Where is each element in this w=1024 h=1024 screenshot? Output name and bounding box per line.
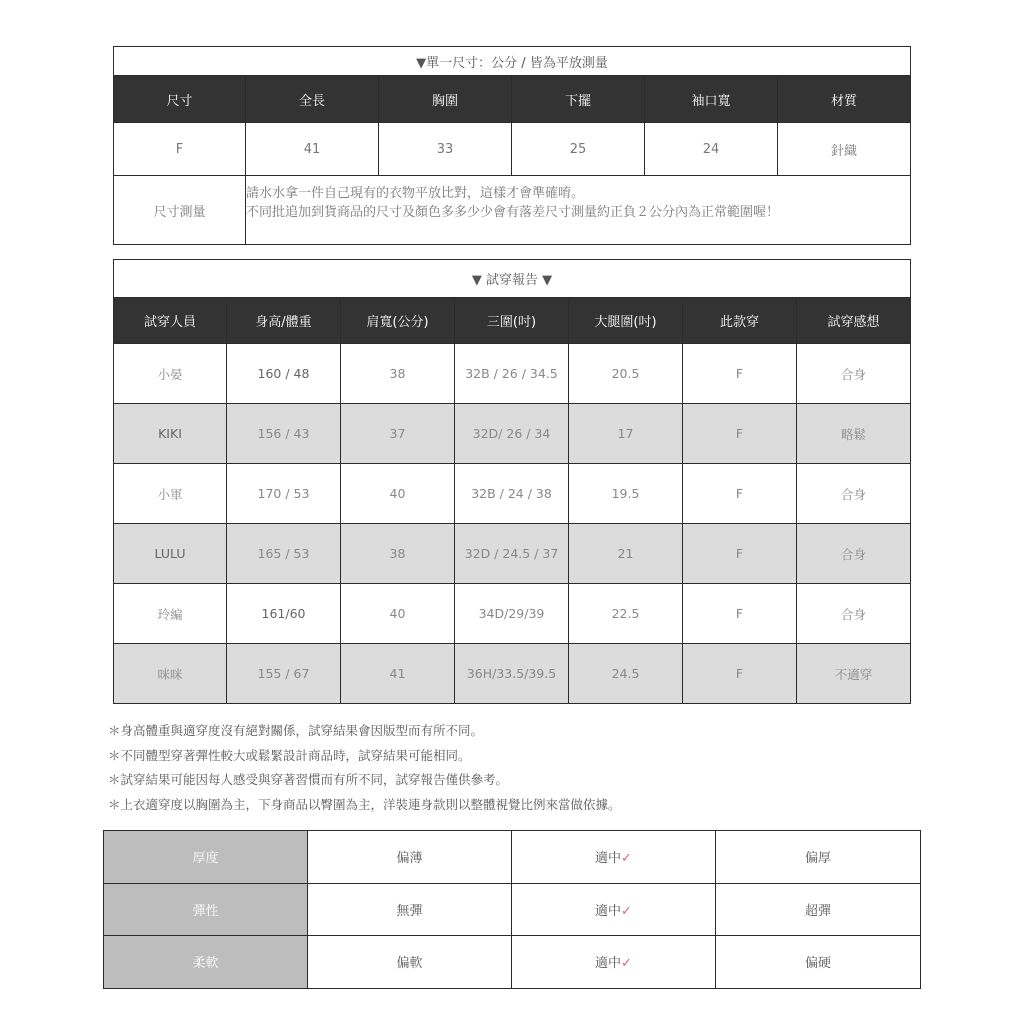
- fabric-feel-table: [103, 830, 921, 989]
- cuff-value: 24: [645, 123, 778, 176]
- measurements: 34D/29/39: [455, 584, 569, 644]
- length-header: 全長: [246, 76, 379, 123]
- measurements: 36H/33.5/39.5: [455, 644, 569, 704]
- thickness-label: 厚度: [104, 831, 308, 884]
- notes-list: [108, 721, 918, 819]
- hem-header: 下擺: [512, 76, 645, 123]
- size-table-caption: ▼單一尺寸：公分 / 皆為平放測量: [114, 47, 911, 76]
- chest-header: 胸圍: [379, 76, 512, 123]
- thigh: 24.5: [569, 644, 683, 704]
- feel-option-selected: 適中✓: [512, 831, 716, 884]
- shoulder-width: 38: [341, 524, 455, 584]
- measurements: 32B / 24 / 38: [455, 464, 569, 524]
- feel-option: 無彈: [308, 883, 512, 936]
- softness-label: 柔軟: [104, 936, 308, 989]
- thigh: 19.5: [569, 464, 683, 524]
- tester-name: 咪咪: [114, 644, 227, 704]
- worn-size: F: [683, 464, 797, 524]
- cuff-header: 袖口寬: [645, 76, 778, 123]
- feedback: 略鬆: [797, 404, 911, 464]
- worn-size-header: 此款穿: [683, 298, 797, 344]
- worn-size: F: [683, 344, 797, 404]
- measurements: 32D / 24.5 / 37: [455, 524, 569, 584]
- table-row: [114, 584, 911, 644]
- measure-note-line: 請水水拿一件自己現有的衣物平放比對，這樣才會準確唷。: [246, 186, 585, 201]
- table-row: [114, 524, 911, 584]
- height-weight: 165 / 53: [227, 524, 341, 584]
- table-row: [104, 883, 921, 936]
- feedback: 合身: [797, 464, 911, 524]
- tester-name: 小軍: [114, 464, 227, 524]
- height-weight: 156 / 43: [227, 404, 341, 464]
- note-item: ＊上衣適穿度以胸圍為主，下身商品以臀圍為主，洋裝連身款則以整體視覺比例來當做依據。: [108, 796, 621, 812]
- tester-name: LULU: [114, 524, 227, 584]
- shoulder-width: 40: [341, 584, 455, 644]
- thigh: 20.5: [569, 344, 683, 404]
- feedback-header: 試穿感想: [797, 298, 911, 344]
- table-row: [114, 644, 911, 704]
- worn-size: F: [683, 404, 797, 464]
- height-weight-header: 身高/體重: [227, 298, 341, 344]
- feedback: 合身: [797, 524, 911, 584]
- shoulder-width: 41: [341, 644, 455, 704]
- check-icon: ✓: [621, 903, 632, 919]
- try-on-caption: ▼ 試穿報告 ▼: [114, 260, 911, 298]
- thigh: 22.5: [569, 584, 683, 644]
- elasticity-label: 彈性: [104, 883, 308, 936]
- thigh: 17: [569, 404, 683, 464]
- thigh: 21: [569, 524, 683, 584]
- chest-value: 33: [379, 123, 512, 176]
- note-item: ＊試穿結果可能因每人感受與穿著習慣而有所不同，試穿報告僅供參考。: [108, 772, 509, 787]
- size-value: F: [114, 123, 246, 176]
- feedback: 合身: [797, 344, 911, 404]
- feel-option-selected: 適中✓: [512, 883, 716, 936]
- feedback: 合身: [797, 584, 911, 644]
- shoulder-width: 37: [341, 404, 455, 464]
- feel-option: 偏軟: [308, 936, 512, 989]
- shoulder-width: 40: [341, 464, 455, 524]
- feel-option: 超彈: [716, 883, 921, 936]
- feel-option: 偏硬: [716, 936, 921, 989]
- measurements-header: 三圍(吋): [455, 298, 569, 344]
- table-row: [114, 344, 911, 404]
- thigh-header: 大腿圍(吋): [569, 298, 683, 344]
- hem-value: 25: [512, 123, 645, 176]
- height-weight: 161/60: [227, 584, 341, 644]
- tester-header: 試穿人員: [114, 298, 227, 344]
- tester-name: KIKI: [114, 404, 227, 464]
- note-item: ＊不同體型穿著彈性較大或鬆緊設計商品時，試穿結果可能相同。: [108, 747, 471, 763]
- check-icon: ✓: [621, 956, 632, 972]
- feel-option-selected: 適中✓: [512, 936, 716, 989]
- tester-name: 玲編: [114, 584, 227, 644]
- material-value: 針織: [778, 123, 911, 176]
- worn-size: F: [683, 584, 797, 644]
- measure-note-line: 不同批追加到貨商品的尺寸及顏色多多少少會有落差尺寸測量約正負２公分內為正常範圍喔！: [246, 205, 780, 220]
- shoulder-header: 肩寬(公分): [341, 298, 455, 344]
- size-table: [113, 46, 911, 245]
- table-row: [104, 831, 921, 884]
- feel-option: 偏厚: [716, 831, 921, 884]
- length-value: 41: [246, 123, 379, 176]
- measurements: 32B / 26 / 34.5: [455, 344, 569, 404]
- note-item: ＊身高體重與適穿度沒有絕對關係，試穿結果會因版型而有所不同。: [108, 723, 484, 738]
- table-row: [104, 936, 921, 989]
- table-row: [114, 404, 911, 464]
- height-weight: 170 / 53: [227, 464, 341, 524]
- check-icon: ✓: [621, 851, 632, 867]
- tester-name: 小晏: [114, 344, 227, 404]
- feedback: 不適穿: [797, 644, 911, 704]
- size-header: 尺寸: [114, 76, 246, 123]
- feel-option: 偏薄: [308, 831, 512, 884]
- measure-note: [246, 176, 911, 245]
- material-header: 材質: [778, 76, 911, 123]
- height-weight: 160 / 48: [227, 344, 341, 404]
- height-weight: 155 / 67: [227, 644, 341, 704]
- worn-size: F: [683, 524, 797, 584]
- measure-label: 尺寸測量: [114, 176, 246, 245]
- try-on-table: [113, 259, 911, 704]
- measurements: 32D/ 26 / 34: [455, 404, 569, 464]
- table-row: [114, 464, 911, 524]
- shoulder-width: 38: [341, 344, 455, 404]
- worn-size: F: [683, 644, 797, 704]
